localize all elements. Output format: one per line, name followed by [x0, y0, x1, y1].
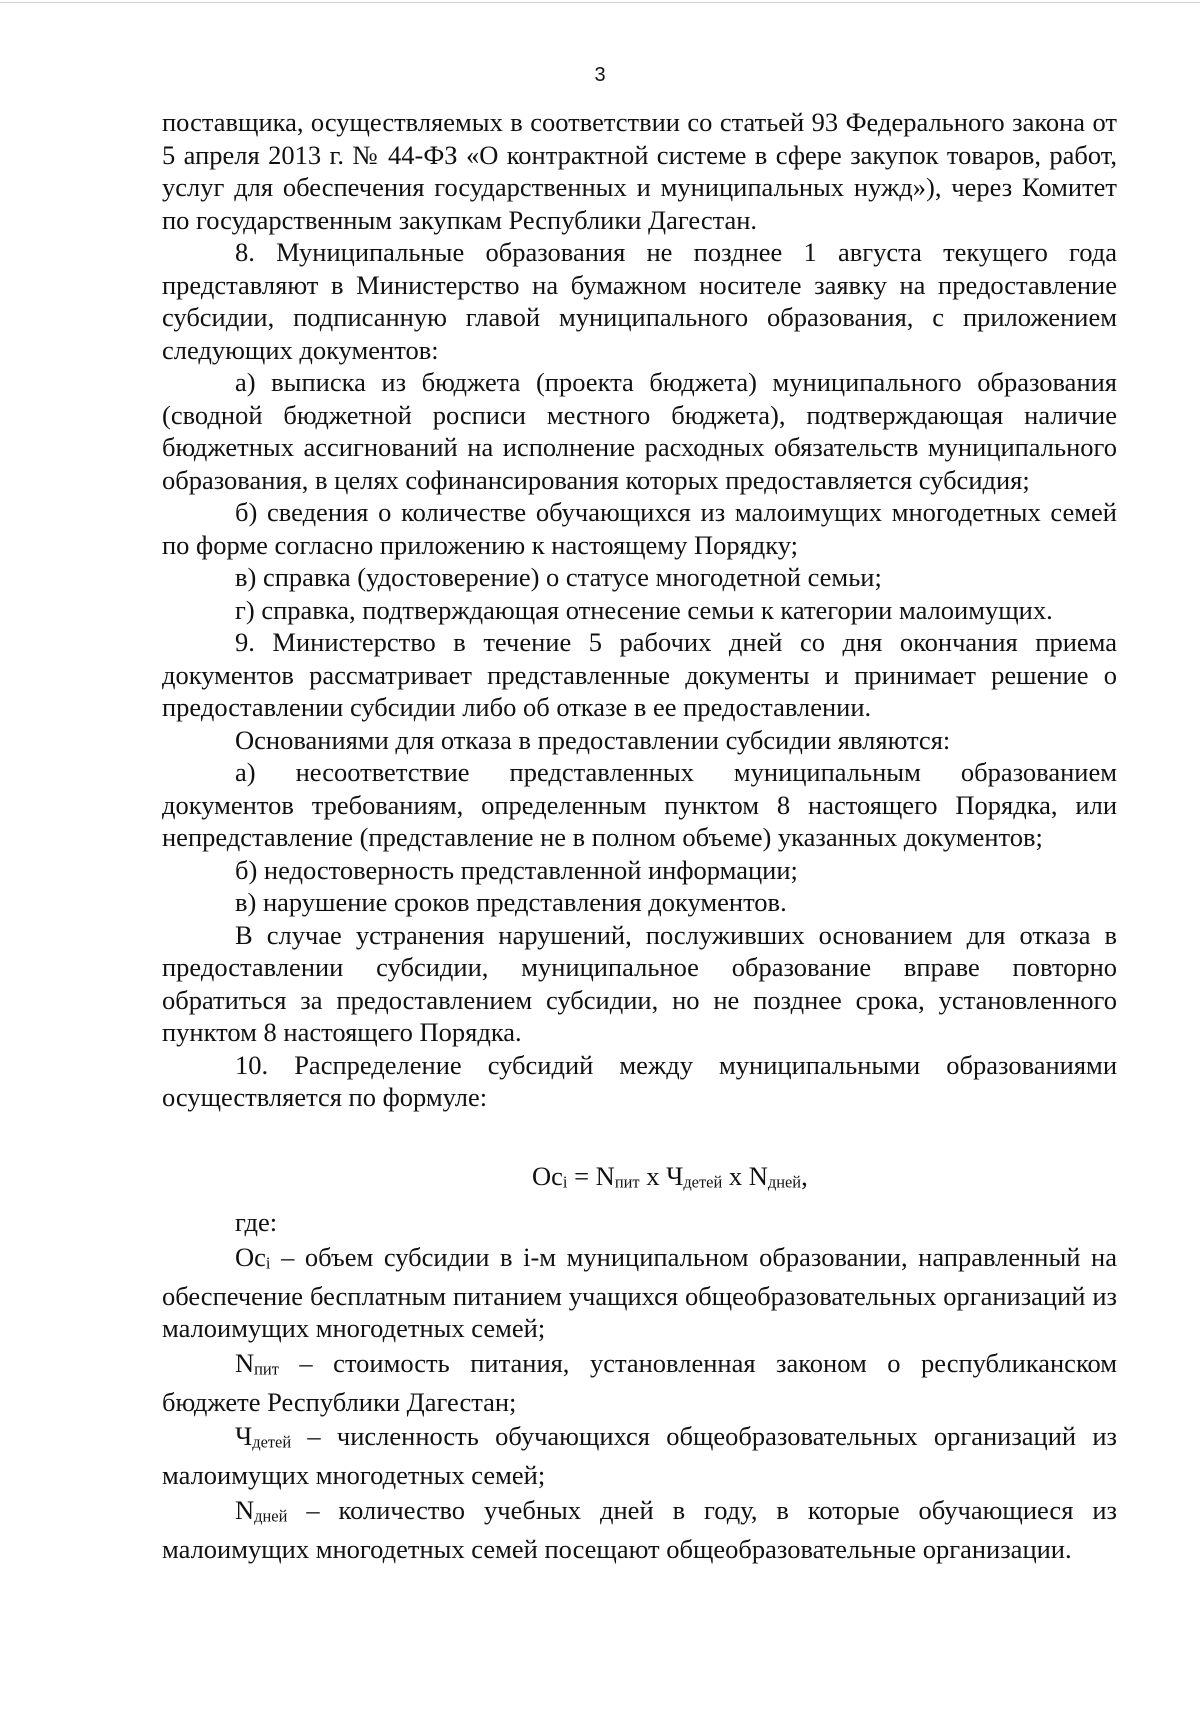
def-npit-sub: пит: [254, 1359, 279, 1379]
formula-x2: x N: [722, 1160, 768, 1191]
document-body: [162, 106, 1117, 1565]
paragraph-9-remedy: В случае устранения нарушений, послуживших основанием для отказа в предоставлении субсидии, муниципальное образование вправе повторно обратиться за предоставлением субсидии, но не позднее срока, установленного пунктом 8 настоящего Порядка.: [162, 919, 1117, 1047]
paragraph-continuation: поставщика, осуществляемых в соответствии со статьей 93 Федерального закона от 5 апреля 2013 г. № 44-ФЗ «О контрактной системе в сфере закупок товаров, работ, услуг для обеспечения государственных и муниципальных нужд»), через Комитет по государственным закупкам Республики Дагестан.: [162, 107, 1117, 235]
def-npit-symbol: N: [235, 1347, 255, 1378]
page-number: 3: [594, 64, 606, 86]
definition-ndnei: [162, 1494, 1117, 1565]
formula-os: Ос: [532, 1160, 563, 1191]
paragraph-9: 9. Министерство в течение 5 рабочих дней со дня окончания приема документов рассматривает представленные документы и принимает решение о предоставлении субсидии либо об отказе в ее предоставлении.: [162, 627, 1117, 722]
paragraph-9b: б) недостоверность представленной информации;: [235, 854, 798, 885]
def-ndnei-text: – количество учебных дней в году, в которые обучающиеся из малоимущих многодетных семей посещают общеобразовательные организации.: [162, 1494, 1117, 1564]
def-os-symbol: Ос: [235, 1241, 266, 1272]
paragraph-8: 8. Муниципальные образования не позднее 1 августа текущего года представляют в Министерство на бумажном носителе заявку на предоставление субсидии, подписанную главой муниципального образования, с приложением следующих документов:: [162, 237, 1117, 365]
def-chdetei-sub: детей: [252, 1432, 292, 1452]
scan-edge-line: [0, 2, 1200, 3]
paragraph-8b: б) сведения о количестве обучающихся из малоимущих многодетных семей по форме согласно приложению к настоящему Порядку;: [162, 497, 1117, 560]
definition-npit: [162, 1347, 1117, 1418]
formula-eq: = N: [567, 1160, 615, 1191]
paragraph-9-grounds: Основаниями для отказа в предоставлении субсидии являются:: [235, 724, 951, 755]
definition-os: [162, 1241, 1117, 1345]
formula-x1: x Ч: [639, 1160, 684, 1191]
def-ndnei-sub: дней: [254, 1506, 288, 1526]
paragraph-8a: а) выписка из бюджета (проекта бюджета) муниципального образования (сводной бюджетной росписи местного бюджета), подтверждающая наличие бюджетных ассигнований на исполнение расходных обязательств муниципального образования, в целях софинансирования которых предоставляется субсидия;: [162, 367, 1117, 495]
distribution-formula: [162, 1160, 1117, 1199]
formula-detei-sub: детей: [683, 1171, 723, 1191]
def-os-text: – объем субсидии в i-м муниципальном образовании, направленный на обеспечение бесплатным питанием учащихся общеобразовательных организаций из малоимущих многодетных семей;: [162, 1241, 1117, 1344]
formula-dnei-sub: дней: [767, 1171, 802, 1191]
paragraph-9v: в) нарушение сроков представления документов.: [235, 887, 787, 917]
definition-chdetei: [162, 1420, 1117, 1491]
where-label: где:: [235, 1207, 278, 1238]
def-chdetei-text: – численность обучающихся общеобразовательных организаций из малоимущих многодетных семей;: [162, 1421, 1117, 1491]
def-chdetei-symbol: Ч: [235, 1421, 253, 1452]
formula-os-sub: i: [562, 1171, 568, 1191]
paragraph-9a: а) несоответствие представленных муниципальным образованием документов требованиям, определенным пунктом 8 настоящего Порядка, или непредставление (представление не в полном объеме) указанных документов;: [162, 757, 1117, 852]
paragraph-8g: г) справка, подтверждающая отнесение семьи к категории малоимущих.: [235, 594, 1053, 625]
def-ndnei-symbol: N: [235, 1494, 255, 1525]
paragraph-8v: в) справка (удостоверение) о статусе многодетной семьи;: [235, 562, 882, 592]
def-os-sub: i: [265, 1253, 271, 1273]
formula-end: ,: [801, 1160, 808, 1191]
def-npit-text: – стоимость питания, установленная законом о республиканском бюджете Республики Дагестан;: [162, 1347, 1117, 1417]
formula-pit-sub: пит: [614, 1171, 640, 1191]
paragraph-10: 10. Распределение субсидий между муниципальными образованиями осуществляется по формуле:: [162, 1049, 1117, 1112]
